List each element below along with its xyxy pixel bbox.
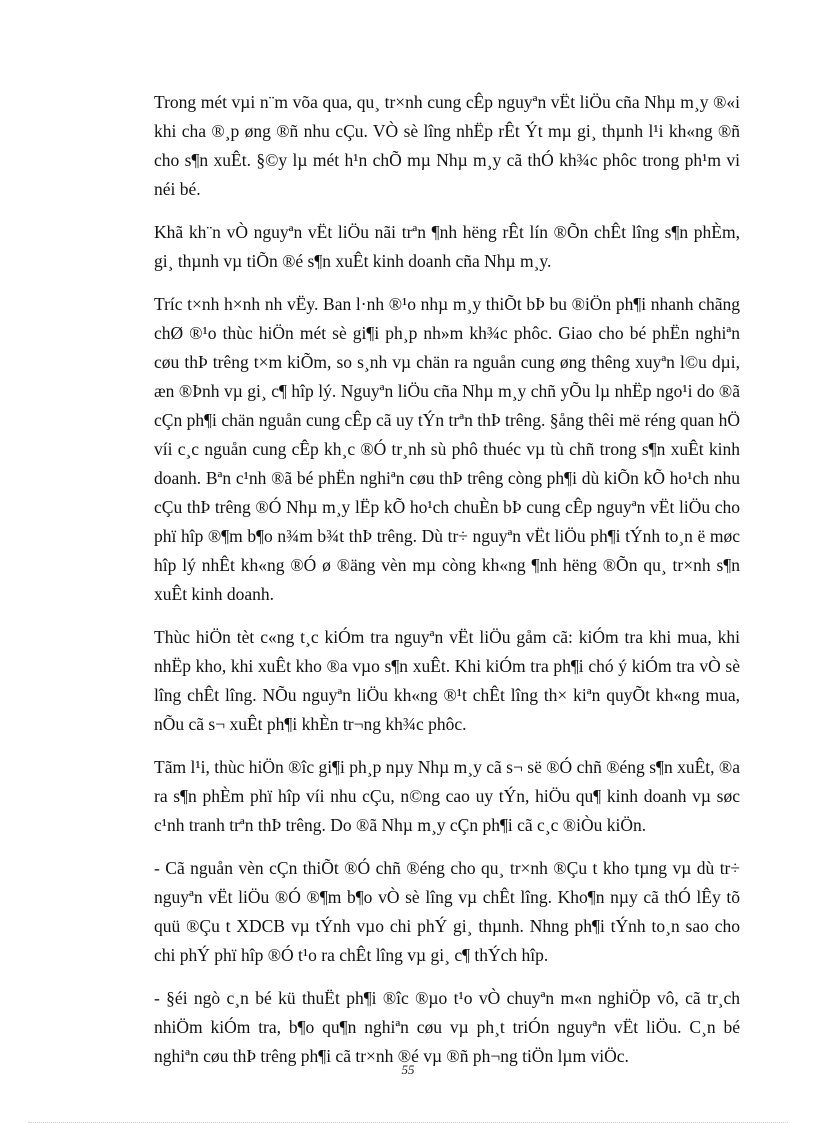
page-number: 55 — [401, 1062, 415, 1077]
paragraph-6: - Cã nguån vèn cÇn thiÕt ®Ó chñ ®éng cho qu¸ tr×nh ®Çu t kho tµng vµ dù tr÷ nguyªn vËt liÖu ®Ó ®¶m b¶o vÒ sè lîng vµ chÊt lîng. Kho¶n nµy cã thÓ lÊy tõ quü ®Çu t XDCB vµ tÝnh vµo chi phÝ gi¸ thµnh. Nhng ph¶i tÝnh to¸n sao cho chi phÝ phï hîp ®Ó t¹o ra chÊt lîng vµ gi¸ c¶ thÝch hîp. — [154, 858, 740, 965]
paragraph-2: Khã kh¨n vÒ nguyªn vËt liÖu nãi trªn ¶nh hëng rÊt lín ®Õn chÊt lîng s¶n phÈm, gi¸ thµnh vµ tiÕn ®é s¶n xuÊt kinh doanh cña Nhµ m¸y. — [154, 222, 740, 271]
body-text — [154, 88, 740, 1085]
paragraph-4: Thùc hiÖn tèt c«ng t¸c kiÓm tra nguyªn vËt liÖu gåm cã: kiÓm tra khi mua, khi nhËp kho, khi xuÊt kho ®a vµo s¶n xuÊt. Khi kiÓm tra ph¶i chó ý kiÓm tra vÒ sè lîng chÊt lîng. NÕu nguyªn liÖu kh«ng ®¹t chÊt lîng th× kiªn quyÕt kh«ng mua, nÕu cã s¬ xuÊt ph¶i khÈn tr¬ng kh¾c phôc. — [154, 627, 740, 734]
paragraph-7: - §éi ngò c¸n bé kü thuËt ph¶i ®îc ®µo t¹o vÒ chuyªn m«n nghiÖp vô, cã tr¸ch nhiÖm kiÓm tra, b¶o qu¶n nghiªn cøu vµ ph¸t triÓn nguyªn vËt liÖu. C¸n bé nghiªn cøu thÞ trêng ph¶i cã tr×nh ®é vµ ®ñ ph¬ng tiÖn lµm viÖc. — [154, 988, 740, 1066]
paragraph-5: Tãm l¹i, thùc hiÖn ®îc gi¶i ph¸p nµy Nhµ m¸y cã s¬ së ®Ó chñ ®éng s¶n xuÊt, ®a ra s¶n phÈm phï hîp víi nhu cÇu, n©ng cao uy tÝn, hiÖu qu¶ kinh doanh vµ søc c¹nh tranh trªn thÞ trêng. Do ®ã Nhµ m¸y cÇn ph¶i cã c¸c ®iÒu kiÖn. — [154, 757, 740, 835]
paragraph-1: Trong mét vµi n¨m võa qua, qu¸ tr×nh cung cÊp nguyªn vËt liÖu cña Nhµ m¸y ®«i khi cha ®¸p øng ®ñ nhu cÇu. VÒ sè lîng nhËp rÊt Ýt mµ gi¸ thµnh l¹i kh«ng ®ñ cho s¶n xuÊt. §©y lµ mét h¹n chÕ mµ Nhµ m¸y cã thÓ kh¾c phôc trong ph¹m vi néi bé. — [154, 92, 740, 199]
paragraph-3: Tríc t×nh h×nh nh vËy. Ban l·nh ®¹o nhµ m¸y thiÕt bÞ bu ®iÖn ph¶i nhanh chãng chØ ®¹o thùc hiÖn mét sè gi¶i ph¸p nh»m kh¾c phôc. Giao cho bé phËn nghiªn cøu thÞ trêng t×m kiÕm, so s¸nh vµ chän ra nguån cung øng thêng xuyªn l©u dµi, æn ®Þnh vµ gi¸ c¶ hîp lý. Nguyªn liÖu cña Nhµ m¸y chñ yÕu lµ nhËp ngo¹i do ®ã cÇn ph¶i chän nguån cung cÊp cã uy tÝn trªn thÞ trêng. §ång thêi më réng quan hÖ víi c¸c nguån cung cÊp kh¸c ®Ó tr¸nh sù phô thuéc vµ tù chñ trong s¶n xuÊt kinh doanh. Bªn c¹nh ®ã bé phËn nghiªn cøu thÞ trêng còng ph¶i dù kiÕn kÕ ho¹ch nhu cÇu thÞ trêng ®Ó Nhµ m¸y lËp kÕ ho¹ch chuÈn bÞ cung cÊp nguyªn vËt liÖu cho phï hîp ®¶m b¶o n¾m b¾t thÞ trêng. Dù tr÷ nguyªn vËt liÖu ph¶i tÝnh to¸n ë møc hîp lý nhÊt kh«ng ®Ó ø ®äng vèn mµ còng kh«ng ¶nh hëng ®Õn qu¸ tr×nh s¶n xuÊt kinh doanh. — [154, 294, 740, 604]
